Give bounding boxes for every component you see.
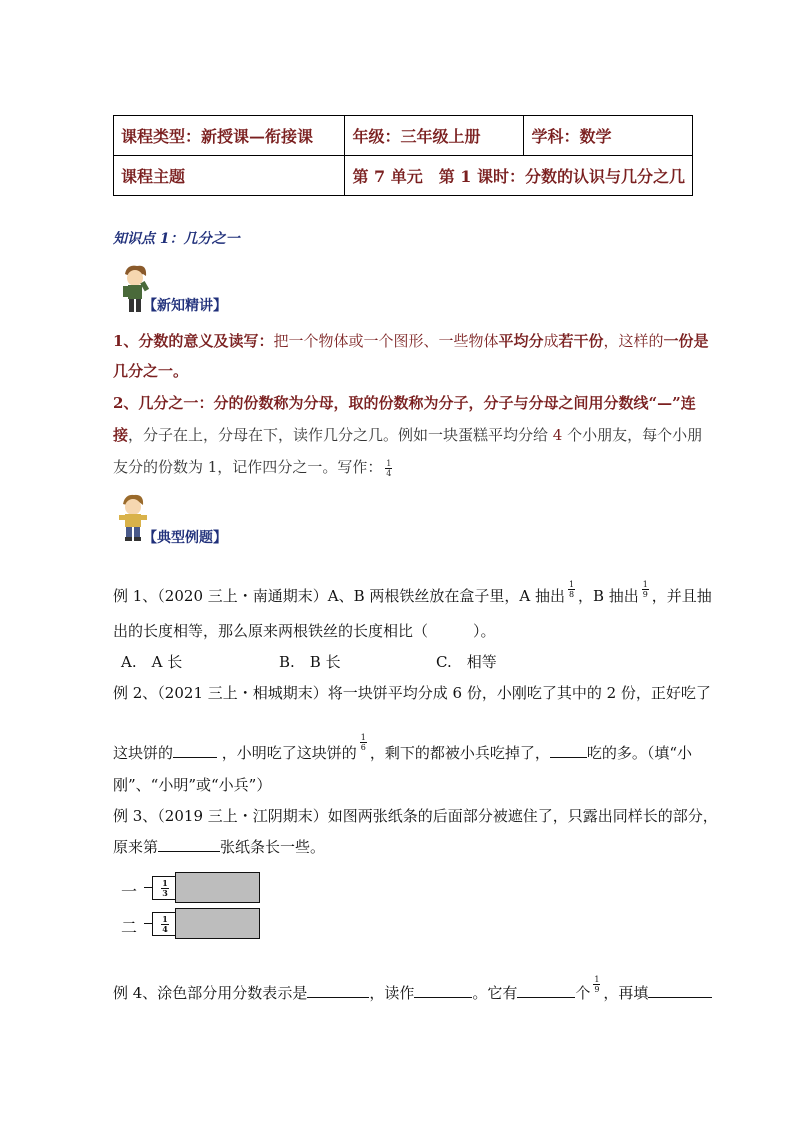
point2-line2-a: ，分子在上，分母在下，读作几分之几。例如一块蛋糕平均分给	[128, 426, 553, 444]
point2-line2-b: 个小朋友，每个小朋	[562, 426, 703, 444]
point2-line1: 2、几分之一：分的份数称为分母，取的份数称为分子，分子与分母之间用分数线“—”连	[113, 394, 696, 412]
ex4-blank-4[interactable]	[648, 997, 712, 998]
ex4-blank-1[interactable]	[307, 997, 369, 998]
course-info-table	[113, 115, 693, 196]
strip2-fraction-box: 1 4	[152, 912, 178, 936]
ex1-text-c: ，并且抽	[651, 587, 712, 605]
new-knowledge-label: 【新知精讲】	[143, 298, 227, 314]
ex1-line1	[113, 579, 712, 607]
ex1-option-a[interactable]: A. A 长	[121, 653, 183, 671]
ex4-blank-2[interactable]	[414, 997, 472, 998]
point1-bold-c: 一份	[663, 332, 694, 350]
point2-line2-num: 4	[552, 426, 563, 444]
point2-line3	[113, 456, 395, 478]
ex3-text-b: 张纸条长一些。	[220, 838, 326, 856]
point1-text-b: 成	[543, 332, 559, 350]
strip1-fraction-box: 1 3	[152, 876, 178, 900]
ex1-text-b: ，B 抽出	[577, 587, 639, 605]
ex4-text-e: ，再填	[603, 984, 649, 1002]
ex4-text-d: 个	[575, 984, 591, 1002]
fraction-one-quarter: $\frac{1}{4}$	[386, 458, 392, 478]
point1-bold-b: 若干份	[558, 332, 604, 350]
fraction-one-eighth: $\frac{1}{8}$	[568, 579, 575, 599]
grade-cell: 年级：三年级上册	[345, 116, 524, 156]
ex4-text-a: 例 4、涂色部分用分数表示是	[113, 984, 308, 1002]
ex3-line2	[113, 836, 325, 857]
subject-cell: 学科：数学	[524, 116, 693, 156]
point1-text-c: ，这样的	[603, 332, 664, 350]
point1-text-d: 是	[693, 332, 709, 350]
ex1-line2: 出的长度相等，那么原来两根铁丝的长度相比（ ）。	[113, 622, 496, 640]
ex2-blank-1[interactable]	[173, 757, 217, 758]
ex2-blank-2[interactable]	[550, 757, 587, 758]
point1-text-a: 把一个物体或一个图形、一些物体	[273, 332, 499, 350]
topic-label-cell: 课程主题	[114, 156, 345, 196]
course-type-cell: 课程类型：新授课—衔接课	[114, 116, 345, 156]
ex1-option-b[interactable]: B. B 长	[279, 653, 341, 671]
ex3-blank[interactable]	[158, 851, 220, 852]
section-title: 知识点 1：几分之一	[113, 231, 240, 247]
point1-prefix: 1、分数的意义及读写：	[113, 332, 274, 350]
fraction-one-ninth-ex4: $\frac{1}{9}$	[594, 974, 600, 994]
ex2-line2	[113, 732, 692, 764]
point1-bold-a: 平均分	[498, 332, 544, 350]
ex4-blank-3[interactable]	[517, 997, 575, 998]
ex2-text-d: 吃的多。（填“小	[586, 744, 692, 762]
point1-line1	[113, 330, 709, 351]
point2-line3-text: 友分的份数为 1，记作四分之一。写作：	[113, 458, 383, 476]
ex4-text-c: 。它有	[472, 984, 518, 1002]
strip1-label: 一	[121, 882, 138, 901]
ex2-text-c: ，剩下的都被小兵吃掉了，	[369, 744, 550, 762]
ex1-text-a: 例 1、（2020 三上・南通期末）A、B 两根铁丝放在盒子里，A 抽出	[113, 587, 565, 605]
strip1-covered-part	[175, 872, 260, 903]
strip2-covered-part	[175, 908, 260, 939]
ex3-line1: 例 3、（2019 三上・江阴期末）如图两张纸条的后面部分被遮住了，只露出同样长的部分，	[113, 807, 718, 825]
ex2-text-a: 这块饼的	[113, 744, 174, 762]
ex3-text-a: 原来第	[113, 838, 159, 856]
ex1-option-c[interactable]: C. 相等	[436, 653, 497, 671]
ex4-line1	[113, 974, 712, 1004]
ex4-text-b: ，读作	[369, 984, 415, 1002]
topic-value-cell: 第 7 单元 第 1 课时：分数的认识与几分之几	[345, 156, 693, 196]
fraction-one-sixth: $\frac{1}{6}$	[360, 732, 366, 752]
point2-line2	[113, 424, 702, 445]
point1-line2: 几分之一。	[113, 362, 189, 380]
ex2-line3: 刚”、“小明”或“小兵”）	[113, 776, 272, 794]
fraction-one-ninth: $\frac{1}{9}$	[642, 579, 648, 599]
ex2-line1: 例 2、（2021 三上・相城期末）将一块饼平均分成 6 份，小刚吃了其中的 2 份，正好吃了	[113, 684, 711, 702]
point2-line2-bold: 接	[113, 426, 129, 444]
strip2-label: 二	[121, 918, 138, 937]
ex2-text-b: ，小明吃了这块饼的	[221, 744, 357, 762]
examples-label: 【典型例题】	[143, 530, 227, 546]
